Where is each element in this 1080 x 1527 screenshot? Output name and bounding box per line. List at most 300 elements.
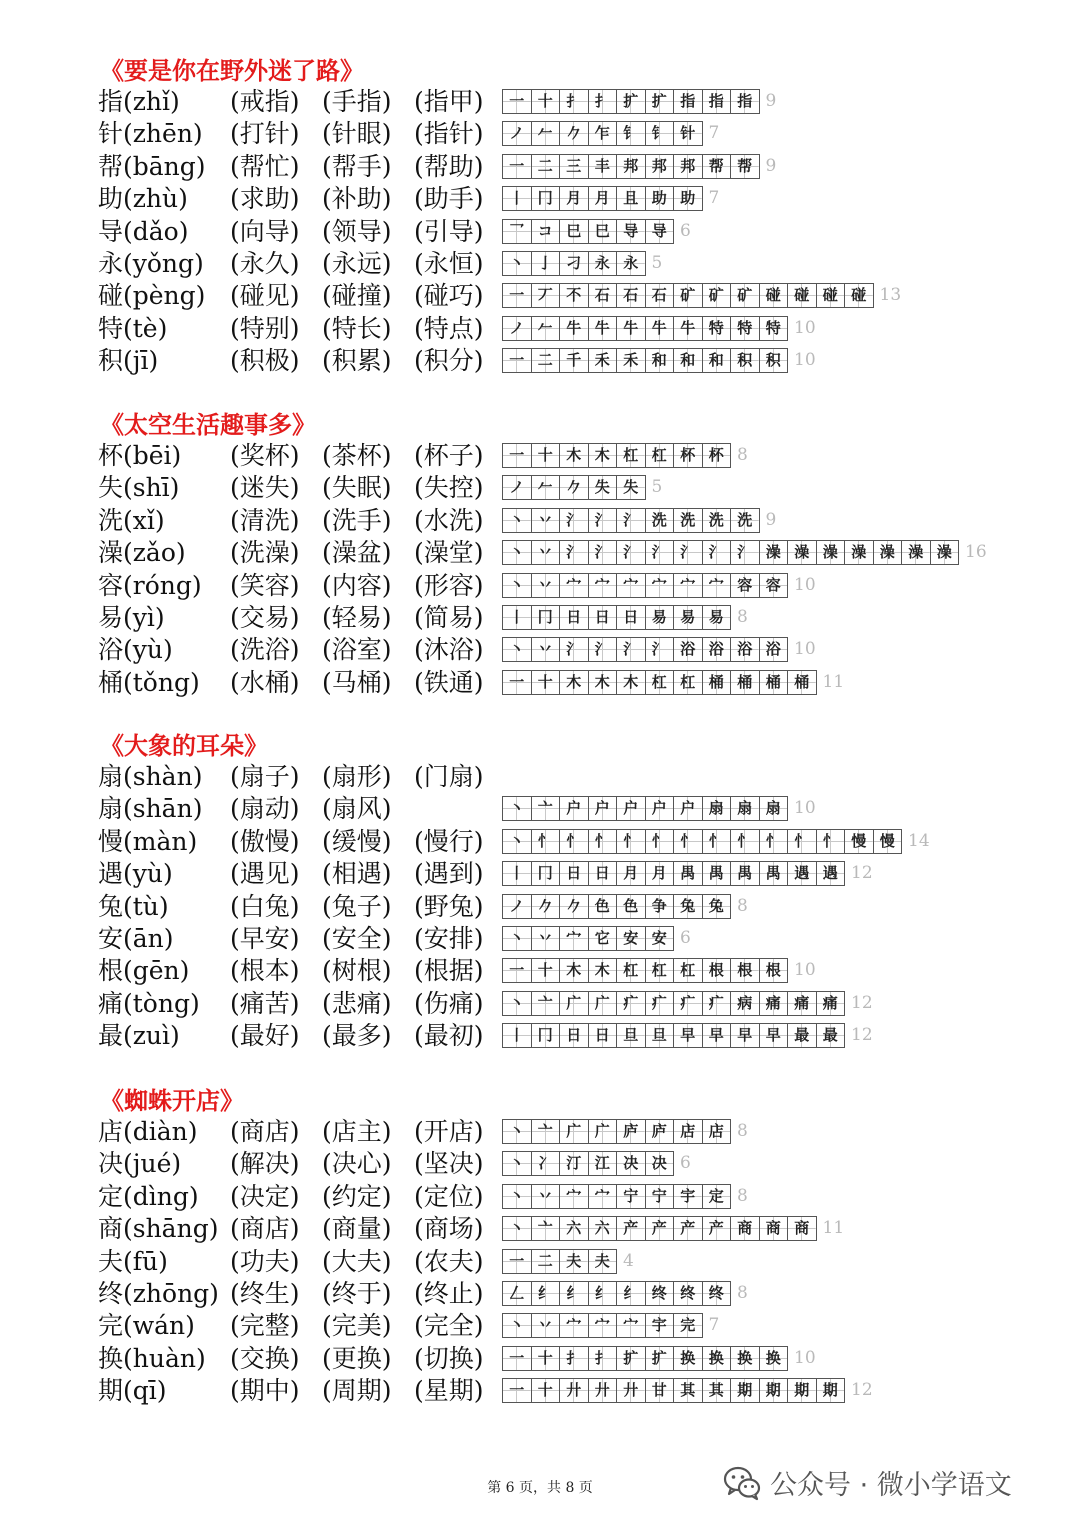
example-word: (完整)	[230, 1311, 300, 1341]
stroke-cell: 根	[702, 958, 732, 983]
stroke-count: 7	[708, 188, 720, 209]
stroke-cell: 和	[673, 348, 703, 373]
stroke-cell: ノ	[502, 316, 532, 341]
example-word: (周期)	[322, 1376, 392, 1406]
stroke-cell: 石	[616, 283, 646, 308]
example-word: (安全)	[322, 924, 392, 953]
character-pinyin: 易(yì)	[98, 603, 165, 632]
character-row	[0, 1116, 1080, 1148]
stroke-cell: 宀	[588, 573, 618, 598]
character-pinyin: 遇(yù)	[98, 859, 173, 889]
stroke-cell: 一	[502, 1249, 532, 1274]
example-word: (遇见)	[230, 859, 300, 889]
example-word: (终于)	[322, 1279, 392, 1308]
stroke-count: 14	[908, 830, 930, 851]
example-word: (缓慢)	[322, 826, 392, 856]
example-word: (慢行)	[414, 826, 484, 856]
stroke-cell: 一	[502, 958, 532, 983]
example-word: (永恒)	[414, 249, 484, 278]
stroke-cell: 一	[502, 443, 532, 468]
stroke-cell: 丨	[502, 861, 532, 886]
stroke-cell: 忄	[759, 829, 789, 854]
stroke-cell: 氵	[588, 637, 618, 662]
character-row	[0, 1213, 1080, 1245]
stroke-cell: 碰	[787, 283, 817, 308]
example-word: (傲慢)	[230, 826, 300, 856]
stroke-cell: 亠	[531, 1119, 561, 1144]
stroke-cell: 月	[588, 186, 618, 211]
example-word: (更换)	[322, 1343, 392, 1373]
stroke-cell: 甘	[645, 1378, 675, 1403]
stroke-cell: 宀	[702, 573, 732, 598]
stroke-cell: 丷	[531, 573, 561, 598]
stroke-cell: 期	[787, 1378, 817, 1403]
character-pinyin: 最(zuì)	[98, 1021, 180, 1051]
character-row	[0, 216, 1080, 248]
example-word: (求助)	[230, 184, 300, 214]
character-pinyin: 导(dǎo)	[98, 216, 189, 246]
stroke-cell: 廾	[559, 1378, 589, 1403]
stroke-cell: 丶	[502, 1313, 532, 1338]
stroke-cell: ノ	[502, 894, 532, 919]
stroke-cell: 十	[531, 1346, 561, 1371]
stroke-cell: 决	[645, 1151, 675, 1176]
character-row	[0, 891, 1080, 923]
stroke-cell: 早	[759, 1023, 789, 1048]
character-pinyin: 扇(shān)	[98, 794, 203, 824]
stroke-cell: 丶	[502, 829, 532, 854]
example-word: (决定)	[230, 1181, 300, 1211]
stroke-cell: 失	[588, 475, 618, 500]
stroke-cell: 丷	[531, 508, 561, 533]
stroke-cell: 洗	[702, 508, 732, 533]
stroke-cell: 慢	[844, 829, 874, 854]
stroke-cell: 禺	[673, 861, 703, 886]
stroke-count: 5	[651, 477, 663, 498]
example-word: (失控)	[414, 473, 484, 503]
stroke-cell: 丶	[502, 637, 532, 662]
stroke-cell: 月	[616, 861, 646, 886]
stroke-cell: 汀	[559, 1151, 589, 1176]
stroke-cell: 碰	[816, 283, 846, 308]
stroke-cell: 产	[616, 1216, 646, 1241]
stroke-cell: 钅	[645, 121, 675, 146]
lesson-title: 《要是你在野外迷了路》	[100, 56, 364, 85]
stroke-cell: 宁	[616, 1184, 646, 1209]
stroke-cell: 杯	[702, 443, 732, 468]
stroke-count: 11	[822, 671, 845, 692]
stroke-cell: 扌	[559, 1346, 589, 1371]
character-row	[0, 955, 1080, 987]
character-row	[0, 1310, 1080, 1342]
stroke-cell: 𠂊	[559, 121, 589, 146]
stroke-order-grid	[502, 926, 691, 951]
stroke-cell: 宇	[645, 1313, 675, 1338]
stroke-cell: 永	[588, 251, 618, 276]
stroke-cell: 遇	[787, 861, 817, 886]
stroke-cell: 广	[559, 1119, 589, 1144]
stroke-cell: 忄	[787, 829, 817, 854]
stroke-cell: 矿	[730, 283, 760, 308]
example-word: (开店)	[414, 1117, 484, 1146]
character-row	[0, 86, 1080, 118]
character-row	[0, 1343, 1080, 1375]
stroke-cell: 氵	[645, 540, 675, 565]
lesson-title: 《蜘蛛开店》	[100, 1086, 244, 1115]
stroke-cell: 氵	[673, 540, 703, 565]
stroke-order-grid	[502, 121, 719, 146]
example-word: (野兔)	[414, 891, 484, 921]
stroke-cell: 纟	[531, 1281, 561, 1306]
character-row	[0, 440, 1080, 472]
stroke-cell: 矿	[673, 283, 703, 308]
example-word: (商量)	[322, 1214, 392, 1244]
stroke-cell: 户	[645, 796, 675, 821]
example-word: (农夫)	[414, 1246, 484, 1276]
stroke-cell: 一	[502, 283, 532, 308]
character-pinyin: 决(jué)	[98, 1149, 182, 1179]
example-word: (打针)	[230, 119, 300, 149]
stroke-cell: 终	[645, 1281, 675, 1306]
stroke-cell: 定	[702, 1184, 732, 1209]
stroke-cell: 邦	[645, 154, 675, 179]
example-word: (星期)	[414, 1376, 484, 1406]
stroke-cell: 色	[588, 894, 618, 919]
character-row	[0, 1148, 1080, 1180]
stroke-cell: 商	[730, 1216, 760, 1241]
stroke-cell: 夫	[588, 1249, 618, 1274]
stroke-cell: 宁	[645, 1184, 675, 1209]
stroke-cell: 刁	[559, 251, 589, 276]
stroke-cell: 邦	[616, 154, 646, 179]
stroke-cell: 纟	[588, 1281, 618, 1306]
stroke-cell: 矿	[702, 283, 732, 308]
stroke-cell: 一	[502, 89, 532, 114]
stroke-cell: 决	[616, 1151, 646, 1176]
example-word: (助手)	[414, 184, 484, 214]
stroke-order-grid	[502, 1023, 873, 1048]
stroke-cell: 二	[531, 1249, 561, 1274]
example-word: (特点)	[414, 313, 484, 343]
stroke-order-grid	[502, 1216, 844, 1241]
stroke-cell: 浴	[730, 637, 760, 662]
stroke-cell: 桶	[730, 670, 760, 695]
example-word: (水桶)	[230, 667, 300, 697]
stroke-cell: 户	[616, 796, 646, 821]
character-row	[0, 472, 1080, 504]
example-word: (大夫)	[322, 1246, 392, 1276]
stroke-cell: 木	[588, 958, 618, 983]
stroke-cell: 帮	[730, 154, 760, 179]
stroke-cell: 指	[673, 89, 703, 114]
stroke-cell: 最	[787, 1023, 817, 1048]
stroke-cell: 旦	[616, 1023, 646, 1048]
stroke-cell: 桶	[787, 670, 817, 695]
stroke-cell: 日	[559, 861, 589, 886]
example-word: (扇形)	[322, 762, 392, 791]
stroke-cell: 氵	[645, 637, 675, 662]
stroke-count: 9	[765, 91, 777, 111]
stroke-count: 6	[680, 1153, 691, 1174]
stroke-cell: 产	[645, 1216, 675, 1241]
example-word: (洗浴)	[230, 635, 300, 665]
stroke-cell: 杠	[645, 443, 675, 468]
stroke-cell: 宇	[673, 1184, 703, 1209]
character-pinyin: 容(róng)	[98, 570, 202, 600]
stroke-cell: 容	[730, 573, 760, 598]
stroke-cell: 宀	[616, 573, 646, 598]
example-word: (相遇)	[322, 859, 392, 889]
stroke-order-grid	[502, 1119, 748, 1144]
stroke-cell: 安	[645, 926, 675, 951]
stroke-count: 6	[680, 928, 691, 948]
stroke-cell: 亠	[531, 991, 561, 1016]
lesson-title: 《大象的耳朵》	[100, 731, 268, 760]
stroke-cell: 纟	[616, 1281, 646, 1306]
stroke-cell: 牛	[673, 316, 703, 341]
stroke-cell: 丰	[588, 154, 618, 179]
stroke-order-grid	[502, 894, 748, 919]
stroke-cell: 氵	[616, 637, 646, 662]
character-row	[0, 634, 1080, 666]
stroke-cell: 宀	[673, 573, 703, 598]
example-word: (形容)	[414, 570, 484, 600]
example-word: (帮手)	[322, 151, 392, 181]
stroke-cell: 兔	[673, 894, 703, 919]
character-row	[0, 988, 1080, 1020]
character-pinyin: 扇(shàn)	[98, 762, 203, 791]
stroke-cell: 木	[588, 443, 618, 468]
character-row	[0, 183, 1080, 215]
wechat-icon	[722, 1462, 762, 1502]
stroke-cell: 邦	[673, 154, 703, 179]
stroke-cell: 色	[616, 894, 646, 919]
stroke-count: 6	[680, 220, 691, 241]
stroke-cell: 氵	[702, 540, 732, 565]
character-row	[0, 1020, 1080, 1052]
stroke-cell: 痛	[816, 991, 846, 1016]
example-word: (失眠)	[322, 473, 392, 503]
stroke-order-grid	[502, 670, 844, 695]
stroke-cell: 宀	[645, 573, 675, 598]
stroke-order-grid	[502, 1313, 719, 1338]
stroke-order-grid	[502, 219, 691, 244]
stroke-cell: 丶	[502, 573, 532, 598]
stroke-cell: 庐	[616, 1119, 646, 1144]
character-pinyin: 痛(tòng)	[98, 988, 200, 1018]
stroke-cell: 浴	[702, 637, 732, 662]
stroke-cell: 易	[645, 605, 675, 630]
character-pinyin: 澡(zǎo)	[98, 538, 186, 568]
stroke-cell: 日	[559, 1023, 589, 1048]
stroke-cell: 三	[559, 154, 589, 179]
example-word: (伤痛)	[414, 988, 484, 1018]
stroke-cell: 产	[702, 1216, 732, 1241]
stroke-cell: 禾	[588, 348, 618, 373]
character-row	[0, 280, 1080, 312]
stroke-cell: 千	[559, 348, 589, 373]
stroke-cell: 氵	[730, 540, 760, 565]
character-row	[0, 858, 1080, 890]
stroke-cell: 疒	[645, 991, 675, 1016]
example-word: (向导)	[230, 216, 300, 246]
stroke-count: 10	[794, 574, 816, 595]
stroke-count: 4	[623, 1250, 634, 1271]
stroke-cell: 十	[531, 89, 561, 114]
stroke-cell: 宀	[559, 1184, 589, 1209]
stroke-cell: 宀	[559, 1313, 589, 1338]
stroke-cell: 廾	[588, 1378, 618, 1403]
example-word: (兔子)	[322, 891, 392, 921]
stroke-cell: 忄	[588, 829, 618, 854]
example-word: (澡盆)	[322, 538, 392, 568]
example-word: (完美)	[322, 1311, 392, 1341]
stroke-cell: 一	[502, 348, 532, 373]
character-pinyin: 期(qī)	[98, 1376, 167, 1406]
stroke-cell: 氵	[588, 508, 618, 533]
stroke-order-grid	[502, 475, 662, 500]
example-word: (茶杯)	[322, 441, 392, 470]
stroke-cell: 扌	[588, 89, 618, 114]
stroke-cell: 𠃋	[502, 1281, 532, 1306]
stroke-cell: 十	[531, 670, 561, 695]
stroke-cell: 疒	[702, 991, 732, 1016]
character-row	[0, 118, 1080, 150]
stroke-cell: コ	[531, 219, 561, 244]
character-pinyin: 浴(yù)	[98, 635, 173, 665]
stroke-cell: 最	[816, 1023, 846, 1048]
stroke-cell: 𠂊	[559, 475, 589, 500]
stroke-cell: 扌	[559, 89, 589, 114]
stroke-cell: 宀	[559, 926, 589, 951]
character-pinyin: 针(zhēn)	[98, 119, 203, 149]
example-word: (最初)	[414, 1021, 484, 1051]
stroke-order-grid	[502, 605, 748, 630]
stroke-cell: 𠂉	[531, 316, 561, 341]
stroke-count: 7	[708, 1315, 720, 1336]
stroke-cell: 容	[759, 573, 789, 598]
stroke-count: 9	[765, 155, 777, 176]
stroke-order-grid	[502, 1281, 748, 1306]
example-word: (积累)	[322, 346, 392, 376]
stroke-cell: 亅	[531, 251, 561, 276]
stroke-cell: 氵	[559, 508, 589, 533]
example-word: (扇风)	[322, 794, 392, 824]
stroke-cell: 巳	[559, 219, 589, 244]
stroke-cell: 𠂊	[559, 894, 589, 919]
stroke-cell: 丷	[531, 540, 561, 565]
stroke-cell: 丶	[502, 991, 532, 1016]
stroke-cell: 扇	[759, 796, 789, 821]
character-pinyin: 失(shī)	[98, 473, 180, 503]
stroke-count: 9	[765, 509, 777, 530]
stroke-cell: 石	[645, 283, 675, 308]
character-pinyin: 助(zhù)	[98, 184, 188, 214]
stroke-cell: 丷	[531, 1184, 561, 1209]
example-word: (轻易)	[322, 603, 392, 632]
stroke-cell: 日	[588, 1023, 618, 1048]
character-row	[0, 313, 1080, 345]
stroke-cell: 针	[673, 121, 703, 146]
stroke-count: 8	[737, 445, 748, 465]
stroke-count: 10	[794, 350, 816, 371]
example-word: (领导)	[322, 216, 392, 246]
stroke-cell: 产	[673, 1216, 703, 1241]
stroke-cell: 导	[645, 219, 675, 244]
stroke-cell: 永	[616, 251, 646, 276]
stroke-cell: 丶	[502, 1119, 532, 1144]
stroke-cell: 𠂊	[531, 894, 561, 919]
stroke-cell: 日	[588, 605, 618, 630]
stroke-cell: 扩	[616, 89, 646, 114]
example-word: (痛苦)	[230, 988, 300, 1018]
stroke-cell: 特	[702, 316, 732, 341]
stroke-cell: 冂	[531, 186, 561, 211]
page-footer: 第 6 页，共 8 页	[487, 1480, 593, 1496]
stroke-cell: 澡	[787, 540, 817, 565]
example-word: (杯子)	[414, 441, 484, 470]
stroke-cell: 氵	[559, 540, 589, 565]
stroke-cell: 忄	[816, 829, 846, 854]
example-word: (补助)	[322, 184, 392, 214]
stroke-cell: 店	[673, 1119, 703, 1144]
example-word: (功夫)	[230, 1246, 300, 1276]
stroke-cell: 换	[730, 1346, 760, 1371]
stroke-cell: 禺	[759, 861, 789, 886]
stroke-order-grid	[502, 991, 873, 1016]
stroke-count: 11	[822, 1218, 845, 1239]
stroke-cell: 广	[588, 991, 618, 1016]
example-word: (积分)	[414, 346, 484, 376]
stroke-cell: 助	[673, 186, 703, 211]
example-word: (铁通)	[414, 667, 484, 697]
stroke-cell: 忄	[702, 829, 732, 854]
character-row	[0, 151, 1080, 183]
stroke-cell: 慢	[873, 829, 903, 854]
stroke-cell: 木	[559, 443, 589, 468]
character-row	[0, 505, 1080, 537]
stroke-cell: 易	[702, 605, 732, 630]
stroke-cell: 澡	[930, 540, 960, 565]
example-word: (终生)	[230, 1279, 300, 1308]
example-word: (帮忙)	[230, 151, 300, 181]
example-word: (根据)	[414, 956, 484, 986]
stroke-cell: 钅	[616, 121, 646, 146]
stroke-order-grid	[502, 283, 901, 308]
stroke-cell: 旦	[645, 1023, 675, 1048]
example-word: (终止)	[414, 1279, 484, 1308]
stroke-cell: 换	[702, 1346, 732, 1371]
stroke-count: 12	[851, 863, 873, 884]
stroke-cell: 杠	[616, 958, 646, 983]
stroke-cell: 六	[559, 1216, 589, 1241]
stroke-cell: 丆	[531, 283, 561, 308]
example-word: (门扇)	[414, 762, 484, 791]
stroke-cell: 扇	[702, 796, 732, 821]
stroke-cell: 换	[673, 1346, 703, 1371]
stroke-cell: 病	[730, 991, 760, 1016]
example-word: (切换)	[414, 1343, 484, 1373]
stroke-count: 5	[651, 253, 663, 273]
example-word: (奖杯)	[230, 441, 300, 470]
stroke-cell: 争	[645, 894, 675, 919]
stroke-cell: 完	[673, 1313, 703, 1338]
character-row	[0, 1278, 1080, 1310]
stroke-cell: 木	[588, 670, 618, 695]
stroke-cell: 丷	[531, 926, 561, 951]
character-row	[0, 602, 1080, 634]
character-pinyin: 夫(fū)	[98, 1246, 168, 1276]
